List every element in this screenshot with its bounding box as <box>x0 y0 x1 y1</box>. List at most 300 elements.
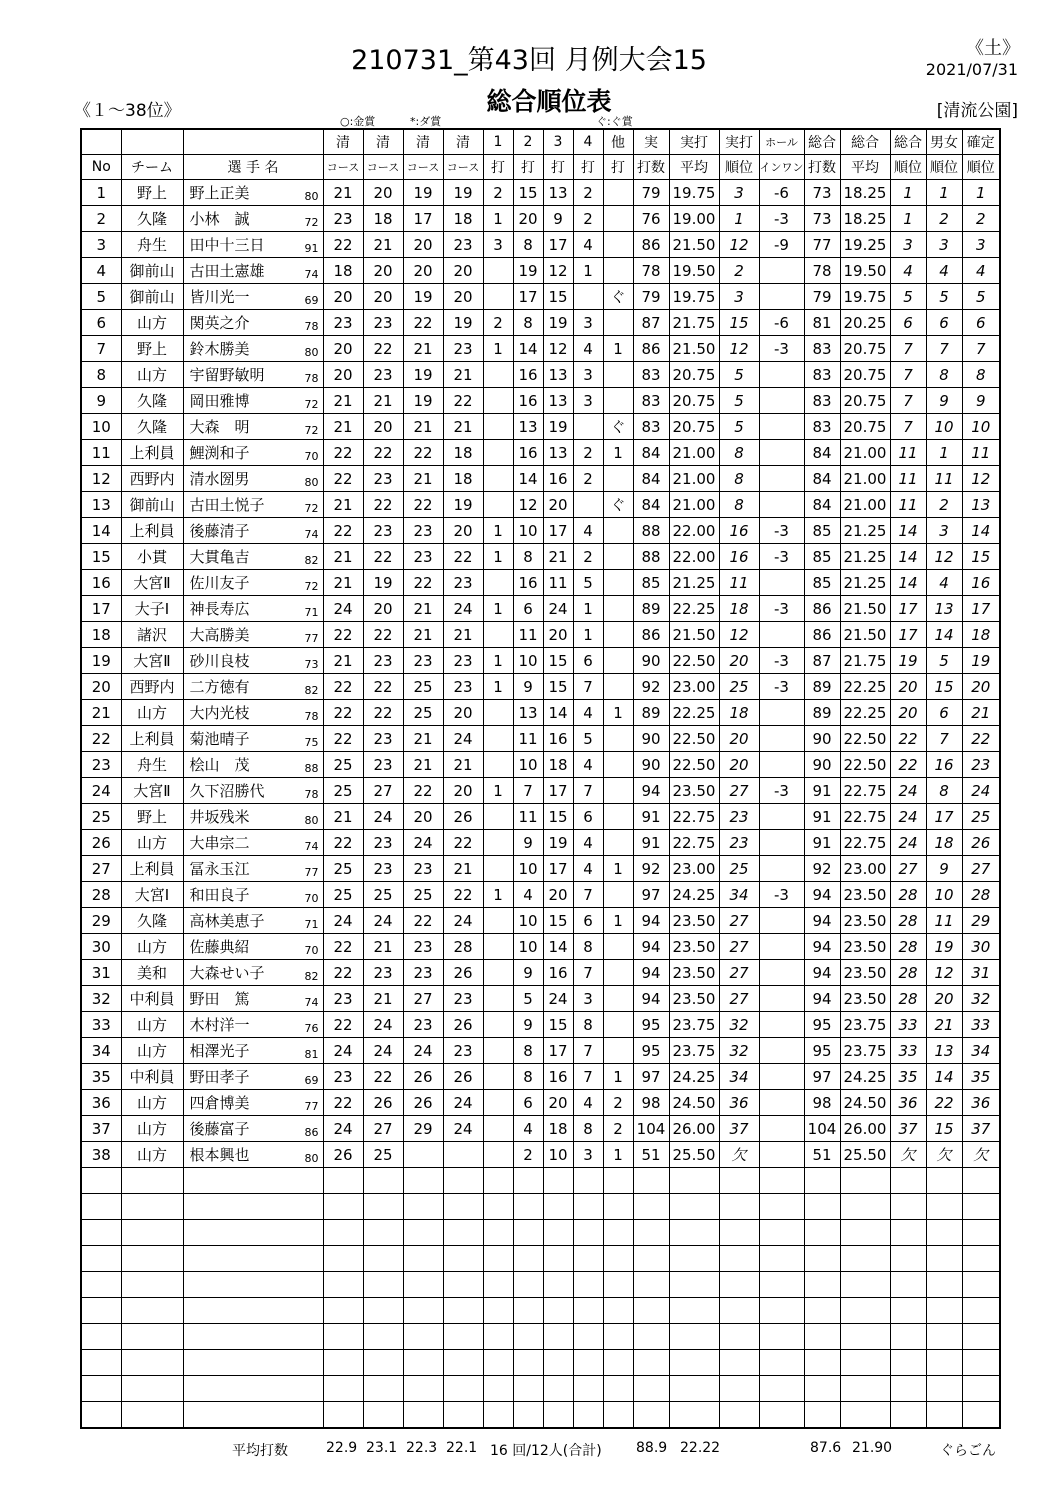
total-strokes: 86 <box>633 622 669 648</box>
empty-cell <box>363 1402 403 1429</box>
empty-cell <box>443 1402 483 1429</box>
stroke-count: 2 <box>603 1116 633 1142</box>
column-header: 打 <box>483 155 513 180</box>
player-name-cell <box>183 414 323 440</box>
gender-rank: 欠 <box>926 1142 962 1168</box>
course-score: 22 <box>443 388 483 414</box>
stroke-count: 20 <box>543 882 573 908</box>
empty-cell <box>183 1168 323 1194</box>
table-row <box>81 648 1000 674</box>
player-name: 岡田雅博 <box>189 392 250 410</box>
empty-cell <box>183 1376 323 1402</box>
course-score: 22 <box>443 830 483 856</box>
row-number: 11 <box>81 440 121 466</box>
stroke-count <box>603 986 633 1012</box>
overall-strokes: 77 <box>804 232 840 258</box>
overall-rank: 20 <box>890 700 926 726</box>
row-number: 28 <box>81 882 121 908</box>
final-rank: 25 <box>962 804 1000 830</box>
total-strokes: 79 <box>633 180 669 206</box>
overall-average: 19.25 <box>840 232 890 258</box>
stroke-count: 15 <box>543 908 573 934</box>
average-strokes: 21.50 <box>669 232 719 258</box>
course-score: 22 <box>363 336 403 362</box>
hole-in-one: -3 <box>759 336 804 362</box>
stroke-count <box>603 674 633 700</box>
stroke-count: 8 <box>573 934 603 960</box>
course-score: 19 <box>443 492 483 518</box>
final-rank: 15 <box>962 544 1000 570</box>
stroke-count: 1 <box>603 1064 633 1090</box>
course-score: 25 <box>323 752 363 778</box>
final-rank: 2 <box>962 206 1000 232</box>
final-rank: 7 <box>962 336 1000 362</box>
row-number: 13 <box>81 492 121 518</box>
final-rank: 36 <box>962 1090 1000 1116</box>
overall-average: 21.00 <box>840 440 890 466</box>
player-name: 四倉博美 <box>189 1094 250 1112</box>
row-number: 27 <box>81 856 121 882</box>
empty-cell <box>669 1324 719 1350</box>
total-strokes: 85 <box>633 570 669 596</box>
empty-cell <box>603 1194 633 1220</box>
empty-cell <box>840 1246 890 1272</box>
empty-cell <box>403 1246 443 1272</box>
empty-cell <box>483 1194 513 1220</box>
course-score: 21 <box>403 596 443 622</box>
stroke-count: 8 <box>513 310 543 336</box>
stroke-count <box>603 726 633 752</box>
stroke-count <box>603 778 633 804</box>
stroke-count: 7 <box>513 778 543 804</box>
column-header-top: 清 <box>403 129 443 155</box>
course-score: 26 <box>443 1012 483 1038</box>
overall-rank: 7 <box>890 388 926 414</box>
column-header: 打 <box>573 155 603 180</box>
footer-holes: 16 回/12人(合計) <box>490 1443 602 1459</box>
table-row <box>81 700 1000 726</box>
course-score: 23 <box>363 648 403 674</box>
empty-cell <box>669 1168 719 1194</box>
gender-rank: 13 <box>926 596 962 622</box>
course-score: 21 <box>363 986 403 1012</box>
empty-cell <box>962 1376 1000 1402</box>
course-score: 23 <box>363 856 403 882</box>
empty-cell <box>633 1298 669 1324</box>
stroke-count: 15 <box>543 674 573 700</box>
empty-cell <box>363 1324 403 1350</box>
team-cell: 久隆 <box>121 414 183 440</box>
team-cell: 小貫 <box>121 544 183 570</box>
average-strokes: 24.25 <box>669 1064 719 1090</box>
stroke-count: 7 <box>573 1038 603 1064</box>
overall-strokes: 97 <box>804 1064 840 1090</box>
player-age: 76 <box>304 1022 319 1035</box>
team-cell: 舟生 <box>121 752 183 778</box>
stroke-count: 3 <box>483 232 513 258</box>
empty-cell <box>840 1402 890 1429</box>
overall-rank: 11 <box>890 492 926 518</box>
empty-cell <box>890 1376 926 1402</box>
stroke-count: 3 <box>573 362 603 388</box>
empty-cell <box>573 1220 603 1246</box>
team-cell: 上利員 <box>121 440 183 466</box>
stroke-count: 1 <box>483 596 513 622</box>
team-cell: 上利員 <box>121 856 183 882</box>
row-number: 3 <box>81 232 121 258</box>
empty-cell <box>840 1350 890 1376</box>
average-strokes: 22.00 <box>669 544 719 570</box>
course-score: 25 <box>403 882 443 908</box>
hole-in-one <box>759 700 804 726</box>
total-strokes: 94 <box>633 778 669 804</box>
overall-strokes: 87 <box>804 648 840 674</box>
course-score: 22 <box>323 700 363 726</box>
course-score: 21 <box>403 414 443 440</box>
stroke-count: 1 <box>483 544 513 570</box>
overall-rank: 28 <box>890 934 926 960</box>
gender-rank: 20 <box>926 986 962 1012</box>
column-header: 順位 <box>890 155 926 180</box>
row-number: 26 <box>81 830 121 856</box>
table-row <box>81 934 1000 960</box>
empty-cell <box>81 1272 121 1298</box>
row-number: 19 <box>81 648 121 674</box>
legend-da: *:ダ賞 <box>410 115 442 128</box>
gender-rank: 15 <box>926 674 962 700</box>
total-strokes: 90 <box>633 752 669 778</box>
team-cell: 山方 <box>121 830 183 856</box>
stroke-count: 7 <box>573 960 603 986</box>
course-score: 25 <box>363 882 403 908</box>
stroke-count: 14 <box>513 466 543 492</box>
course-score: 26 <box>443 960 483 986</box>
empty-cell <box>603 1324 633 1350</box>
actual-rank: 12 <box>719 232 759 258</box>
course-score: 24 <box>363 908 403 934</box>
actual-rank: 5 <box>719 414 759 440</box>
player-age: 77 <box>304 1100 319 1113</box>
stroke-count: 1 <box>483 518 513 544</box>
course-score: 21 <box>403 466 443 492</box>
overall-rank: 17 <box>890 622 926 648</box>
course-score: 24 <box>363 804 403 830</box>
empty-cell <box>669 1350 719 1376</box>
stroke-count: 7 <box>573 674 603 700</box>
player-name: 古田土悦子 <box>189 496 265 514</box>
table-row <box>81 908 1000 934</box>
overall-strokes: 89 <box>804 700 840 726</box>
footer-c1: 22.9 <box>326 1440 358 1456</box>
row-number: 17 <box>81 596 121 622</box>
table-row <box>81 336 1000 362</box>
empty-cell <box>183 1194 323 1220</box>
player-age: 72 <box>304 424 319 437</box>
overall-average: 18.25 <box>840 180 890 206</box>
empty-cell <box>121 1220 183 1246</box>
empty-cell <box>543 1246 573 1272</box>
overall-average: 21.50 <box>840 622 890 648</box>
average-strokes: 21.50 <box>669 336 719 362</box>
final-rank: 3 <box>962 232 1000 258</box>
table-row <box>81 388 1000 414</box>
empty-cell <box>669 1402 719 1429</box>
player-name-cell <box>183 544 323 570</box>
overall-average: 20.75 <box>840 388 890 414</box>
empty-cell <box>719 1272 759 1298</box>
course-score <box>443 1142 483 1168</box>
empty-row <box>81 1350 1000 1376</box>
overall-strokes: 51 <box>804 1142 840 1168</box>
average-strokes: 20.75 <box>669 362 719 388</box>
row-number: 29 <box>81 908 121 934</box>
row-number: 30 <box>81 934 121 960</box>
stroke-count: 5 <box>573 570 603 596</box>
total-strokes: 83 <box>633 362 669 388</box>
overall-average: 23.75 <box>840 1038 890 1064</box>
stroke-count: 7 <box>573 882 603 908</box>
player-name: 大高勝美 <box>189 626 250 644</box>
stroke-count: 12 <box>513 492 543 518</box>
empty-cell <box>669 1272 719 1298</box>
player-name-cell <box>183 440 323 466</box>
empty-cell <box>81 1168 121 1194</box>
stroke-count: 16 <box>513 440 543 466</box>
average-strokes: 19.50 <box>669 258 719 284</box>
empty-cell <box>403 1194 443 1220</box>
column-header: コース <box>443 155 483 180</box>
overall-strokes: 83 <box>804 414 840 440</box>
final-rank: 27 <box>962 856 1000 882</box>
course-score: 23 <box>363 726 403 752</box>
average-strokes: 21.00 <box>669 492 719 518</box>
final-rank: 37 <box>962 1116 1000 1142</box>
course-score: 28 <box>443 934 483 960</box>
column-header-top <box>81 129 121 155</box>
player-name-cell <box>183 934 323 960</box>
stroke-count: 1 <box>603 856 633 882</box>
stroke-count <box>603 180 633 206</box>
team-cell: 大宮Ⅱ <box>121 570 183 596</box>
venue-label: [清流公園] <box>936 101 1018 121</box>
final-rank: 26 <box>962 830 1000 856</box>
total-strokes: 83 <box>633 388 669 414</box>
actual-rank: 23 <box>719 830 759 856</box>
stroke-count: 17 <box>543 856 573 882</box>
stroke-count: 4 <box>573 336 603 362</box>
actual-rank: 20 <box>719 648 759 674</box>
average-strokes: 23.50 <box>669 934 719 960</box>
stroke-count: ぐ <box>603 414 633 440</box>
table-row <box>81 778 1000 804</box>
player-name-cell <box>183 596 323 622</box>
course-score: 21 <box>323 492 363 518</box>
overall-rank: 28 <box>890 960 926 986</box>
empty-cell <box>603 1168 633 1194</box>
empty-cell <box>403 1298 443 1324</box>
average-strokes: 23.50 <box>669 908 719 934</box>
stroke-count: 1 <box>603 700 633 726</box>
average-strokes: 22.50 <box>669 648 719 674</box>
column-header: 順位 <box>719 155 759 180</box>
empty-cell <box>759 1168 804 1194</box>
total-strokes: 88 <box>633 518 669 544</box>
table-row <box>81 804 1000 830</box>
course-score: 22 <box>443 882 483 908</box>
final-rank: 欠 <box>962 1142 1000 1168</box>
empty-cell <box>543 1350 573 1376</box>
stroke-count <box>483 726 513 752</box>
overall-strokes: 94 <box>804 986 840 1012</box>
course-score: 23 <box>363 310 403 336</box>
actual-rank: 16 <box>719 544 759 570</box>
stroke-count <box>603 518 633 544</box>
team-cell: 久隆 <box>121 206 183 232</box>
team-cell: 山方 <box>121 934 183 960</box>
stroke-count: 9 <box>543 206 573 232</box>
hole-in-one <box>759 570 804 596</box>
column-header-top: 実打 <box>719 129 759 155</box>
stroke-count: 3 <box>573 986 603 1012</box>
actual-rank: 32 <box>719 1012 759 1038</box>
empty-cell <box>804 1350 840 1376</box>
column-header-top: 清 <box>323 129 363 155</box>
team-cell: 野上 <box>121 336 183 362</box>
player-age: 88 <box>304 762 319 775</box>
stroke-count: 15 <box>543 1012 573 1038</box>
overall-average: 23.50 <box>840 960 890 986</box>
empty-row <box>81 1194 1000 1220</box>
row-number: 22 <box>81 726 121 752</box>
table-row <box>81 674 1000 700</box>
final-rank: 6 <box>962 310 1000 336</box>
course-score: 21 <box>403 726 443 752</box>
average-strokes: 23.50 <box>669 778 719 804</box>
empty-cell <box>719 1298 759 1324</box>
column-header-top: 総合 <box>890 129 926 155</box>
table-row <box>81 596 1000 622</box>
player-name-cell <box>183 466 323 492</box>
total-strokes: 94 <box>633 986 669 1012</box>
empty-cell <box>81 1194 121 1220</box>
total-strokes: 76 <box>633 206 669 232</box>
player-age: 75 <box>304 736 319 749</box>
stroke-count <box>483 700 513 726</box>
gender-rank: 10 <box>926 882 962 908</box>
course-score: 23 <box>323 310 363 336</box>
column-header: コース <box>363 155 403 180</box>
final-rank: 18 <box>962 622 1000 648</box>
hole-in-one: -3 <box>759 206 804 232</box>
stroke-count: 1 <box>483 206 513 232</box>
overall-average: 26.00 <box>840 1116 890 1142</box>
gender-rank: 11 <box>926 908 962 934</box>
player-name: 神長寿広 <box>189 600 250 618</box>
hole-in-one <box>759 726 804 752</box>
course-score: 18 <box>443 206 483 232</box>
gender-rank: 2 <box>926 206 962 232</box>
overall-strokes: 86 <box>804 596 840 622</box>
final-rank: 24 <box>962 778 1000 804</box>
row-number: 35 <box>81 1064 121 1090</box>
actual-rank: 8 <box>719 492 759 518</box>
row-number: 16 <box>81 570 121 596</box>
course-score: 27 <box>363 778 403 804</box>
empty-cell <box>633 1168 669 1194</box>
overall-rank: 14 <box>890 570 926 596</box>
empty-cell <box>962 1402 1000 1429</box>
total-strokes: 91 <box>633 804 669 830</box>
player-name: 砂川良枝 <box>189 652 250 670</box>
actual-rank: 欠 <box>719 1142 759 1168</box>
empty-cell <box>669 1298 719 1324</box>
empty-cell <box>403 1168 443 1194</box>
player-name: 桧山 茂 <box>189 756 250 774</box>
player-age: 70 <box>304 892 319 905</box>
empty-cell <box>483 1402 513 1429</box>
player-age: 69 <box>304 1074 319 1087</box>
empty-cell <box>962 1246 1000 1272</box>
stroke-count <box>603 466 633 492</box>
empty-cell <box>926 1220 962 1246</box>
player-age: 70 <box>304 450 319 463</box>
actual-rank: 18 <box>719 596 759 622</box>
overall-average: 21.00 <box>840 492 890 518</box>
stroke-count: 16 <box>543 960 573 986</box>
average-strokes: 21.75 <box>669 310 719 336</box>
gender-rank: 8 <box>926 362 962 388</box>
course-score: 26 <box>403 1064 443 1090</box>
stroke-count: 4 <box>573 232 603 258</box>
player-name-cell <box>183 960 323 986</box>
overall-average: 20.75 <box>840 336 890 362</box>
stroke-count: 19 <box>543 310 573 336</box>
stroke-count: 1 <box>483 778 513 804</box>
gender-rank: 7 <box>926 726 962 752</box>
team-cell: 山方 <box>121 1090 183 1116</box>
empty-cell <box>759 1220 804 1246</box>
stroke-count: 20 <box>543 492 573 518</box>
course-score: 19 <box>403 284 443 310</box>
hole-in-one <box>759 440 804 466</box>
stroke-count: 17 <box>543 518 573 544</box>
team-cell: 久隆 <box>121 908 183 934</box>
player-name: 佐川友子 <box>189 574 250 592</box>
gender-rank: 16 <box>926 752 962 778</box>
stroke-count: 4 <box>573 1090 603 1116</box>
total-strokes: 79 <box>633 284 669 310</box>
course-score: 23 <box>443 570 483 596</box>
course-score: 21 <box>403 336 443 362</box>
column-header: チーム <box>121 155 183 180</box>
player-age: 78 <box>304 710 319 723</box>
stroke-count <box>483 1090 513 1116</box>
weekday-label: 《土》 <box>966 38 1020 59</box>
course-score: 23 <box>403 960 443 986</box>
column-header-top: 清 <box>443 129 483 155</box>
average-strokes: 19.00 <box>669 206 719 232</box>
stroke-count <box>603 310 633 336</box>
overall-average: 21.25 <box>840 518 890 544</box>
stroke-count: 9 <box>513 674 543 700</box>
overall-rank: 33 <box>890 1012 926 1038</box>
row-number: 37 <box>81 1116 121 1142</box>
actual-rank: 27 <box>719 934 759 960</box>
column-header-top: 男女 <box>926 129 962 155</box>
empty-cell <box>513 1350 543 1376</box>
player-name-cell <box>183 804 323 830</box>
empty-cell <box>403 1402 443 1429</box>
